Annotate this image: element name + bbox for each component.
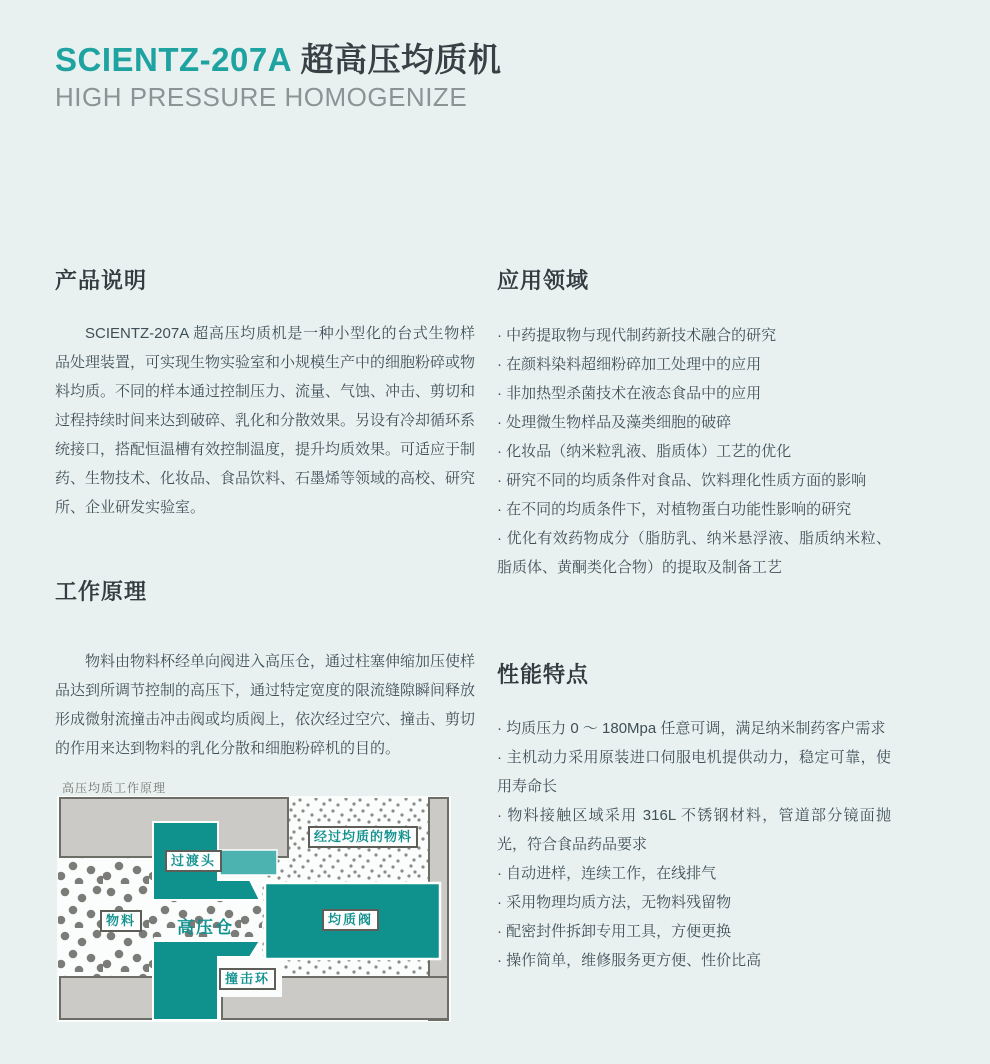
working-principle-body: 物料由物料杯经单向阀进入高压仓，通过柱塞伸缩加压使样品达到所调节控制的高压下，通过特定宽度的限流缝隙瞬间释放形成微射流撞击冲击阀或均质阀上，依次经过空穴、撞击、剪切的作用来达到物料的乳化分散和细胞粉碎机的目的。 [55,653,476,757]
application-item: · 化妆品（纳米粒乳液、脂质体）工艺的优化 [497,437,891,466]
features-heading: 性能特点 [497,662,590,687]
homogenizing-valve-label: 均质阀 [322,909,379,931]
material-label: 物料 [100,910,142,932]
impact-ring-label: 撞击环 [219,968,276,990]
housing-bottom-left-block [60,977,154,1019]
applications-list [497,321,891,582]
diagram-title: 高压均质工作原理 [62,781,167,795]
features-list [497,714,891,975]
feature-item: · 操作简单，维修服务更方便、性价比高 [497,946,891,975]
feature-item: · 均质压力 0 ～ 180Mpa 任意可调，满足纳米制药客户需求 [497,714,891,743]
application-item: · 非加热型杀菌技术在液态食品中的应用 [497,379,891,408]
homogenized-material-label: 经过均质的物料 [308,826,418,848]
feature-item: · 配密封件拆卸专用工具，方便更换 [497,917,891,946]
feature-item: · 自动进样，连续工作，在线排气 [497,859,891,888]
product-description-body: SCIENTZ-207A 超高压均质机是一种小型化的台式生物样品处理装置，可实现生物实验室和小规模生产中的细胞粉碎或物料均质。不同的样本通过控制压力、流量、气蚀、冲击、剪切和过程持续时间来达到破碎、乳化和分散效果。另设有冷却循环系统接口，搭配恒温槽有效控制温度，提升均质效果。可适应于制药、生物技术、化妆品、食品饮料、石墨烯等领域的高校、研究所、企业研发实验室。 [55,325,476,516]
outlet-channel-block [220,850,277,875]
high-pressure-chamber-label: 高压仓 [177,918,234,937]
page-subtitle: HIGH PRESSURE HOMOGENIZE [55,82,468,112]
page-title [55,34,502,81]
feature-item: · 采用物理均质方法，无物料残留物 [497,888,891,917]
application-item: · 中药提取物与现代制药新技术融合的研究 [497,321,891,350]
product-model: SCIENTZ-207A [55,41,291,78]
application-item: · 处理微生物样品及藻类细胞的破碎 [497,408,891,437]
application-item: · 优化有效药物成分（脂肪乳、纳米悬浮液、脂质纳米粒、脂质体、黄酮类化合物）的提取及制备工艺 [497,524,891,582]
feature-item: · 主机动力采用原装进口伺服电机提供动力，稳定可靠，使用寿命长 [497,743,891,801]
product-description-heading: 产品说明 [55,268,148,293]
feature-item: · 物料接触区域采用 316L 不锈钢材料，管道部分镜面抛光，符合食品药品要求 [497,801,891,859]
transition-head-label: 过渡头 [165,850,222,872]
working-principle-diagram [55,779,455,1041]
application-item: · 在颜料染料超细粉碎加工处理中的应用 [497,350,891,379]
working-principle-heading: 工作原理 [55,579,148,604]
product-name: 超高压均质机 [300,41,502,78]
application-item: · 在不同的均质条件下，对植物蛋白功能性影响的研究 [497,495,891,524]
application-item: · 研究不同的均质条件对食品、饮料理化性质方面的影响 [497,466,891,495]
applications-heading: 应用领域 [497,268,590,293]
